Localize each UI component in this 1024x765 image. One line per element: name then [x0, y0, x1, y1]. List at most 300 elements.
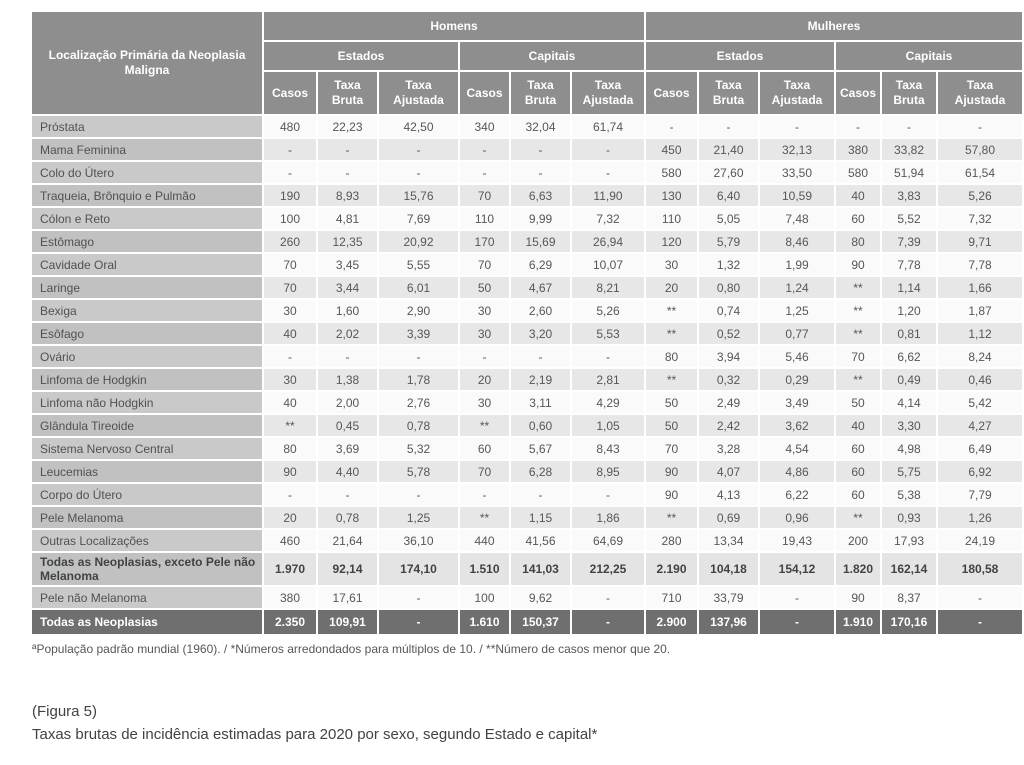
- cell: 7,78: [882, 254, 936, 275]
- cell: -: [460, 139, 509, 160]
- cell: **: [836, 300, 880, 321]
- row-label: Glândula Tireoide: [32, 415, 262, 436]
- row-label: Laringe: [32, 277, 262, 298]
- cell: 4,13: [699, 484, 758, 505]
- cell: **: [836, 277, 880, 298]
- cell: 0,46: [938, 369, 1022, 390]
- cell: 7,48: [760, 208, 834, 229]
- cell: 1,38: [318, 369, 377, 390]
- cell: 15,69: [511, 231, 570, 252]
- cell: **: [836, 507, 880, 528]
- cell: -: [938, 610, 1022, 634]
- cell: 42,50: [379, 116, 458, 137]
- cell: 1.510: [460, 553, 509, 585]
- table-footnote: ªPopulação padrão mundial (1960). / *Números arredondados para múltiplos de 10. / **Número de casos menor que 20.: [32, 642, 671, 656]
- cell: 12,35: [318, 231, 377, 252]
- cell: 2,90: [379, 300, 458, 321]
- cell: 20: [460, 369, 509, 390]
- cell: 92,14: [318, 553, 377, 585]
- cell: 1,78: [379, 369, 458, 390]
- cell: 4,27: [938, 415, 1022, 436]
- cell: 70: [460, 461, 509, 482]
- cell: 17,93: [882, 530, 936, 551]
- cell: 340: [460, 116, 509, 137]
- cell: -: [511, 484, 570, 505]
- cell: 5,75: [882, 461, 936, 482]
- cell: -: [760, 116, 834, 137]
- table-row: [32, 484, 1022, 505]
- cell: 5,52: [882, 208, 936, 229]
- cell: 1.610: [460, 610, 509, 634]
- cell: -: [760, 610, 834, 634]
- cell: 4,86: [760, 461, 834, 482]
- column-header-casos: Casos: [836, 72, 880, 114]
- cell: 60: [836, 438, 880, 459]
- cell: 0,78: [318, 507, 377, 528]
- cell: -: [318, 139, 377, 160]
- cell: **: [460, 507, 509, 528]
- cell: 110: [646, 208, 697, 229]
- table-row: [32, 507, 1022, 528]
- cell: 27,60: [699, 162, 758, 183]
- cell: -: [460, 162, 509, 183]
- cell: 30: [646, 254, 697, 275]
- cell: 90: [836, 254, 880, 275]
- row-label: Esôfago: [32, 323, 262, 344]
- cell: 33,82: [882, 139, 936, 160]
- cell: 480: [264, 116, 316, 137]
- cell: 0,49: [882, 369, 936, 390]
- figure-caption: [32, 700, 597, 747]
- cell: 32,04: [511, 116, 570, 137]
- cell: 460: [264, 530, 316, 551]
- header-subgroup-homens-estados: Estados: [264, 42, 458, 70]
- cell: 6,29: [511, 254, 570, 275]
- table-row: [32, 438, 1022, 459]
- cell: 11,90: [572, 185, 644, 206]
- cell: 380: [836, 139, 880, 160]
- cell: 6,92: [938, 461, 1022, 482]
- cell: 60: [836, 208, 880, 229]
- cell: 6,63: [511, 185, 570, 206]
- cell: 2.900: [646, 610, 697, 634]
- cell: **: [646, 369, 697, 390]
- cell: 3,62: [760, 415, 834, 436]
- cell: -: [318, 346, 377, 367]
- cell: 5,26: [572, 300, 644, 321]
- cell: 0,80: [699, 277, 758, 298]
- cell: 137,96: [699, 610, 758, 634]
- cell: 51,94: [882, 162, 936, 183]
- cell: 80: [264, 438, 316, 459]
- cell: 20: [646, 277, 697, 298]
- cell: 7,32: [938, 208, 1022, 229]
- cell: -: [882, 116, 936, 137]
- cell: 1,26: [938, 507, 1022, 528]
- cell: 30: [460, 323, 509, 344]
- cell: 3,69: [318, 438, 377, 459]
- cell: 3,28: [699, 438, 758, 459]
- cell: 3,30: [882, 415, 936, 436]
- row-label: Ovário: [32, 346, 262, 367]
- cell: 150,37: [511, 610, 570, 634]
- cell: 40: [836, 185, 880, 206]
- figure-title: Taxas brutas de incidência estimadas para 2020 por sexo, segundo Estado e capital*: [32, 726, 598, 744]
- cell: 141,03: [511, 553, 570, 585]
- cell: 3,39: [379, 323, 458, 344]
- cell: 32,13: [760, 139, 834, 160]
- cell: 6,62: [882, 346, 936, 367]
- cell: 40: [836, 415, 880, 436]
- column-header-taxa-bruta: Taxa Bruta: [699, 72, 758, 114]
- cell: -: [379, 484, 458, 505]
- cell: 1.820: [836, 553, 880, 585]
- cell: 9,62: [511, 587, 570, 608]
- cell: 5,26: [938, 185, 1022, 206]
- column-header-taxa-bruta: Taxa Bruta: [318, 72, 377, 114]
- cell: 1,25: [760, 300, 834, 321]
- cell: 9,71: [938, 231, 1022, 252]
- cell: 10,07: [572, 254, 644, 275]
- cell: -: [572, 587, 644, 608]
- cell: 8,24: [938, 346, 1022, 367]
- cell: 21,64: [318, 530, 377, 551]
- cell: 0,74: [699, 300, 758, 321]
- cell: 1,24: [760, 277, 834, 298]
- cell: 5,78: [379, 461, 458, 482]
- cell: 2,00: [318, 392, 377, 413]
- cell: 80: [646, 346, 697, 367]
- cell: 64,69: [572, 530, 644, 551]
- row-label: Pele não Melanoma: [32, 587, 262, 608]
- row-label: Todas as Neoplasias, exceto Pele não Melanoma: [32, 553, 262, 585]
- table-row: [32, 530, 1022, 551]
- table-row: [32, 392, 1022, 413]
- cell: 8,21: [572, 277, 644, 298]
- cell: 70: [836, 346, 880, 367]
- cell: 5,32: [379, 438, 458, 459]
- table-row: [32, 553, 1022, 585]
- table-row: [32, 208, 1022, 229]
- cell: 1,87: [938, 300, 1022, 321]
- table-row: [32, 610, 1022, 634]
- cell: 0,96: [760, 507, 834, 528]
- cell: 2,60: [511, 300, 570, 321]
- row-label: Sistema Nervoso Central: [32, 438, 262, 459]
- cell: 15,76: [379, 185, 458, 206]
- cell: 7,78: [938, 254, 1022, 275]
- cell: 380: [264, 587, 316, 608]
- cell: 70: [460, 185, 509, 206]
- cell: -: [572, 162, 644, 183]
- row-label: Linfoma de Hodgkin: [32, 369, 262, 390]
- cell: 90: [646, 484, 697, 505]
- cell: -: [264, 346, 316, 367]
- cell: 8,93: [318, 185, 377, 206]
- cell: 36,10: [379, 530, 458, 551]
- cell: 154,12: [760, 553, 834, 585]
- header-row-label: Localização Primária da Neoplasia Maligna: [32, 12, 262, 114]
- cell: 13,34: [699, 530, 758, 551]
- cell: 1.970: [264, 553, 316, 585]
- cell: 5,79: [699, 231, 758, 252]
- cell: 9,99: [511, 208, 570, 229]
- cell: 6,01: [379, 277, 458, 298]
- column-header-taxa-ajustada: Taxa Ajustada: [379, 72, 458, 114]
- column-header-taxa-bruta: Taxa Bruta: [511, 72, 570, 114]
- cell: 5,46: [760, 346, 834, 367]
- cell: -: [264, 162, 316, 183]
- cell: -: [938, 587, 1022, 608]
- cell: 580: [836, 162, 880, 183]
- column-header-casos: Casos: [264, 72, 316, 114]
- column-header-casos: Casos: [646, 72, 697, 114]
- cell: 1.910: [836, 610, 880, 634]
- table-row: [32, 185, 1022, 206]
- cell: 8,95: [572, 461, 644, 482]
- cell: 50: [836, 392, 880, 413]
- row-label: Colo do Útero: [32, 162, 262, 183]
- cell: **: [646, 323, 697, 344]
- cell: 61,54: [938, 162, 1022, 183]
- cell: 3,20: [511, 323, 570, 344]
- cell: 1,20: [882, 300, 936, 321]
- row-label: Pele Melanoma: [32, 507, 262, 528]
- cell: -: [511, 346, 570, 367]
- row-label: Linfoma não Hodgkin: [32, 392, 262, 413]
- cell: 7,69: [379, 208, 458, 229]
- cell: 7,32: [572, 208, 644, 229]
- cell: 170: [460, 231, 509, 252]
- cell: 80: [836, 231, 880, 252]
- row-label: Traqueia, Brônquio e Pulmão: [32, 185, 262, 206]
- row-label: Cólon e Reto: [32, 208, 262, 229]
- cell: 2.350: [264, 610, 316, 634]
- cell: 3,83: [882, 185, 936, 206]
- cell: 4,29: [572, 392, 644, 413]
- cell: -: [379, 346, 458, 367]
- cell: 2,19: [511, 369, 570, 390]
- cell: 5,55: [379, 254, 458, 275]
- cell: 0,77: [760, 323, 834, 344]
- table-row: [32, 254, 1022, 275]
- cell: 50: [646, 415, 697, 436]
- cell: 40: [264, 323, 316, 344]
- cell: 580: [646, 162, 697, 183]
- cell: 100: [460, 587, 509, 608]
- cell: 10,59: [760, 185, 834, 206]
- cell: 61,74: [572, 116, 644, 137]
- cell: 200: [836, 530, 880, 551]
- cell: 0,32: [699, 369, 758, 390]
- cell: -: [646, 116, 697, 137]
- cell: 4,40: [318, 461, 377, 482]
- cell: 6,22: [760, 484, 834, 505]
- cell: 5,38: [882, 484, 936, 505]
- cell: 60: [836, 484, 880, 505]
- cell: 4,14: [882, 392, 936, 413]
- cell: 190: [264, 185, 316, 206]
- table-row: [32, 461, 1022, 482]
- cell: 174,10: [379, 553, 458, 585]
- cell: **: [460, 415, 509, 436]
- cell: 70: [460, 254, 509, 275]
- row-label: Estômago: [32, 231, 262, 252]
- cell: 21,40: [699, 139, 758, 160]
- table-row: [32, 323, 1022, 344]
- cell: -: [264, 484, 316, 505]
- header-subgroup-homens-capitais: Capitais: [460, 42, 644, 70]
- cell: 0,69: [699, 507, 758, 528]
- table-row: [32, 231, 1022, 252]
- figure-number: (Figura 5): [32, 703, 98, 720]
- table-row: [32, 300, 1022, 321]
- cell: 0,78: [379, 415, 458, 436]
- cell: 41,56: [511, 530, 570, 551]
- cell: -: [511, 162, 570, 183]
- cell: 3,94: [699, 346, 758, 367]
- cell: 5,67: [511, 438, 570, 459]
- cell: 1,12: [938, 323, 1022, 344]
- cell: 1,05: [572, 415, 644, 436]
- cell: 4,81: [318, 208, 377, 229]
- incidence-table: [30, 10, 1024, 636]
- cell: 1,60: [318, 300, 377, 321]
- cell: -: [460, 484, 509, 505]
- cell: 1,32: [699, 254, 758, 275]
- row-label: Cavidade Oral: [32, 254, 262, 275]
- cell: 24,19: [938, 530, 1022, 551]
- cell: 1,99: [760, 254, 834, 275]
- row-label: Outras Localizações: [32, 530, 262, 551]
- cell: 60: [836, 461, 880, 482]
- cell: 90: [836, 587, 880, 608]
- cell: 109,91: [318, 610, 377, 634]
- cell: 5,42: [938, 392, 1022, 413]
- cell: 170,16: [882, 610, 936, 634]
- column-header-casos: Casos: [460, 72, 509, 114]
- cell: -: [318, 162, 377, 183]
- table-row: [32, 139, 1022, 160]
- cell: -: [572, 139, 644, 160]
- cell: 8,43: [572, 438, 644, 459]
- cell: -: [760, 587, 834, 608]
- cell: 6,49: [938, 438, 1022, 459]
- cell: **: [646, 300, 697, 321]
- cell: 2,02: [318, 323, 377, 344]
- cell: 0,81: [882, 323, 936, 344]
- cell: 1,14: [882, 277, 936, 298]
- cell: 212,25: [572, 553, 644, 585]
- cell: 3,11: [511, 392, 570, 413]
- cell: 450: [646, 139, 697, 160]
- cell: 8,37: [882, 587, 936, 608]
- cell: 180,58: [938, 553, 1022, 585]
- table-row: [32, 116, 1022, 137]
- cell: 120: [646, 231, 697, 252]
- cell: -: [511, 139, 570, 160]
- cell: 90: [264, 461, 316, 482]
- cell: 19,43: [760, 530, 834, 551]
- cell: -: [379, 139, 458, 160]
- cell: -: [836, 116, 880, 137]
- header-subgroup-mulheres-estados: Estados: [646, 42, 834, 70]
- cell: 260: [264, 231, 316, 252]
- table-row: [32, 415, 1022, 436]
- header-group-mulheres: Mulheres: [646, 12, 1022, 40]
- table-body: [32, 116, 1022, 634]
- cell: **: [836, 369, 880, 390]
- cell: 3,44: [318, 277, 377, 298]
- cell: -: [572, 484, 644, 505]
- cell: 3,49: [760, 392, 834, 413]
- cell: 1,15: [511, 507, 570, 528]
- cell: 22,23: [318, 116, 377, 137]
- cell: 2,42: [699, 415, 758, 436]
- cell: -: [379, 610, 458, 634]
- cell: **: [264, 415, 316, 436]
- table-row: [32, 369, 1022, 390]
- cell: 7,79: [938, 484, 1022, 505]
- cell: 26,94: [572, 231, 644, 252]
- table-row: [32, 162, 1022, 183]
- cell: 33,79: [699, 587, 758, 608]
- table-row: [32, 346, 1022, 367]
- cell: 7,39: [882, 231, 936, 252]
- cell: 4,54: [760, 438, 834, 459]
- cell: 6,28: [511, 461, 570, 482]
- table-row: [32, 587, 1022, 608]
- row-label: Leucemias: [32, 461, 262, 482]
- table-header: [32, 12, 1022, 114]
- cell: 2,76: [379, 392, 458, 413]
- incidence-table-container: [30, 10, 1012, 656]
- cell: -: [264, 139, 316, 160]
- cell: 5,05: [699, 208, 758, 229]
- row-label: Mama Feminina: [32, 139, 262, 160]
- cell: 104,18: [699, 553, 758, 585]
- cell: 130: [646, 185, 697, 206]
- column-header-taxa-ajustada: Taxa Ajustada: [938, 72, 1022, 114]
- header-subgroup-mulheres-capitais: Capitais: [836, 42, 1022, 70]
- row-label: Todas as Neoplasias: [32, 610, 262, 634]
- row-label: Corpo do Útero: [32, 484, 262, 505]
- cell: 440: [460, 530, 509, 551]
- cell: 0,60: [511, 415, 570, 436]
- cell: -: [379, 587, 458, 608]
- cell: 4,07: [699, 461, 758, 482]
- cell: 33,50: [760, 162, 834, 183]
- cell: 2,49: [699, 392, 758, 413]
- cell: -: [318, 484, 377, 505]
- cell: 0,45: [318, 415, 377, 436]
- cell: 30: [264, 369, 316, 390]
- cell: 40: [264, 392, 316, 413]
- table-row: [32, 277, 1022, 298]
- cell: **: [646, 507, 697, 528]
- cell: **: [836, 323, 880, 344]
- cell: 5,53: [572, 323, 644, 344]
- cell: -: [460, 346, 509, 367]
- column-header-taxa-ajustada: Taxa Ajustada: [572, 72, 644, 114]
- cell: 20: [264, 507, 316, 528]
- cell: 30: [460, 300, 509, 321]
- cell: 1,25: [379, 507, 458, 528]
- cell: 2.190: [646, 553, 697, 585]
- cell: 0,52: [699, 323, 758, 344]
- cell: 70: [264, 277, 316, 298]
- column-header-taxa-ajustada: Taxa Ajustada: [760, 72, 834, 114]
